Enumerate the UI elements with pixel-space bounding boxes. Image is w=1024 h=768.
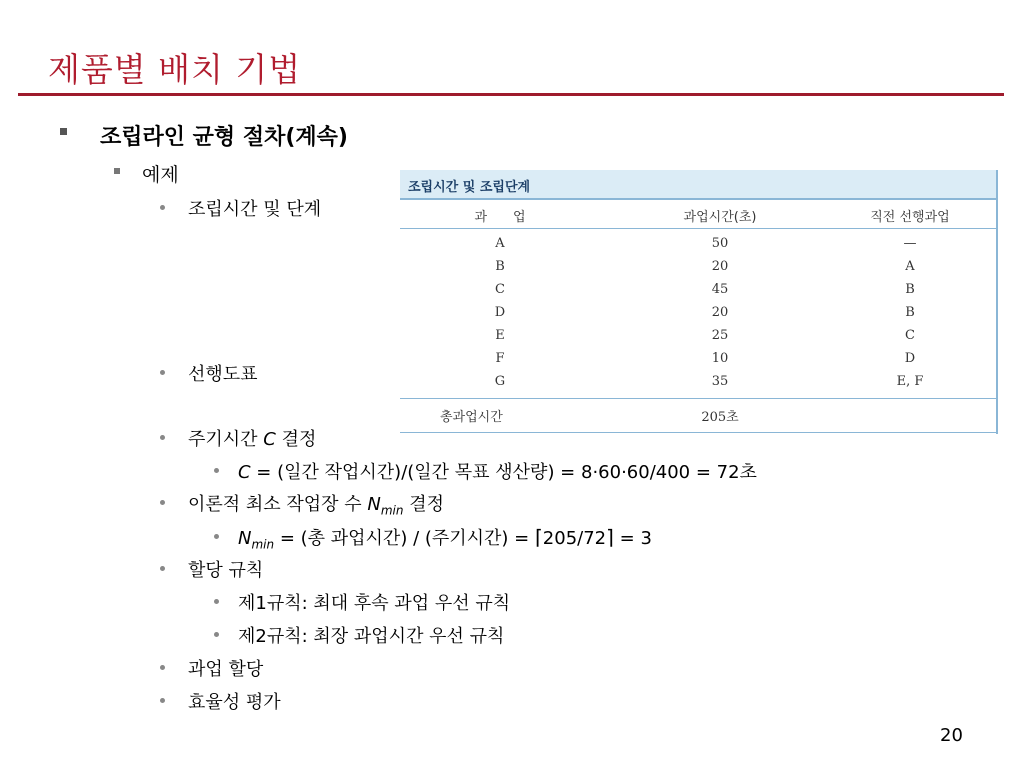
cell-time: 20 [711, 305, 729, 320]
formula-text [238, 524, 652, 552]
page-number: 20 [940, 725, 963, 746]
total-value: 205초 [701, 410, 739, 425]
cell-task: A [495, 236, 505, 251]
formula-sub: min [251, 537, 275, 552]
column-header-pred: 직전 선행과업 [870, 210, 950, 225]
cell-task: E [495, 328, 505, 343]
formula-body: = (총 과업시간) / (주기시간) = [274, 528, 535, 549]
header-divider [400, 228, 998, 229]
nmin-post: 결정 [403, 494, 444, 515]
formula-var: C [238, 462, 251, 483]
cell-time: 35 [711, 374, 729, 389]
formula-result: = 3 [613, 528, 652, 549]
cycle-var: C [263, 429, 276, 450]
cell-pred: E, F [896, 374, 924, 389]
cell-task: C [495, 282, 505, 297]
formula-var: N [238, 528, 252, 549]
cell-task: G [494, 374, 506, 389]
cell-task: B [495, 259, 505, 274]
dot-bullet-icon [214, 599, 219, 604]
table-caption: 조립시간 및 조립단계 [408, 180, 531, 195]
total-divider [400, 398, 998, 399]
table-bottom-border [400, 432, 998, 433]
list-item-text: 조립시간 및 단계 [188, 199, 322, 220]
dot-bullet-icon [160, 435, 165, 440]
assembly-table [400, 170, 998, 434]
list-item-text: 과업 할당 [188, 659, 264, 680]
cell-pred: B [905, 305, 915, 320]
ceil-close: ⌉ [606, 525, 614, 549]
cell-task: D [494, 305, 506, 320]
cell-task: F [495, 351, 505, 366]
formula-body: = (일간 작업시간)/(일간 목표 생산량) = 8·60·60/400 = 72초 [250, 462, 757, 483]
total-label: 총과업시간 [440, 410, 503, 425]
table-caption-bar [400, 170, 998, 200]
formula-text [238, 458, 757, 484]
dot-bullet-icon [214, 632, 219, 637]
list-item-text [188, 490, 444, 518]
nmin-var: N [367, 494, 381, 515]
cycle-pre: 주기시간 [188, 429, 264, 450]
dot-bullet-icon [214, 468, 219, 473]
dot-bullet-icon [214, 534, 219, 539]
dot-bullet-icon [160, 566, 165, 571]
formula-value: 205/72 [542, 528, 607, 549]
square-bullet-icon [60, 128, 67, 135]
list-item-text: 할당 규칙 [188, 560, 264, 581]
title-divider [18, 93, 1004, 96]
cell-time: 50 [711, 236, 729, 251]
dot-bullet-icon [160, 205, 165, 210]
nmin-sub: min [380, 503, 404, 518]
cell-pred: C [905, 328, 915, 343]
cycle-post: 결정 [275, 429, 317, 450]
cell-time: 10 [711, 351, 729, 366]
dot-bullet-icon [160, 698, 165, 703]
column-header-time: 과업시간(초) [683, 210, 757, 225]
ceil-open: ⌈ [534, 525, 543, 549]
list-item-text: 선행도표 [188, 364, 258, 385]
cell-time: 25 [711, 328, 729, 343]
dot-bullet-icon [160, 500, 165, 505]
dot-bullet-icon [160, 665, 165, 670]
cell-pred: A [905, 259, 915, 274]
cell-time: 45 [711, 282, 729, 297]
list-item-text: 효율성 평가 [188, 692, 281, 713]
list-item-text [188, 425, 316, 451]
table-right-border [996, 170, 998, 434]
column-header-task: 과 업 [474, 210, 526, 225]
cell-pred: B [905, 282, 915, 297]
rule-text: 제2규칙: 최장 과업시간 우선 규칙 [238, 626, 505, 647]
cell-pred: — [903, 236, 917, 251]
dot-bullet-icon [160, 370, 165, 375]
cell-pred: D [904, 351, 916, 366]
slide-title: 제품별 배치 기법 [48, 50, 302, 89]
nmin-pre: 이론적 최소 작업장 수 [188, 494, 368, 515]
example-label: 예제 [142, 164, 179, 186]
cell-time: 20 [711, 259, 729, 274]
heading-text: 조립라인 균형 절차(계속) [100, 125, 348, 150]
square-bullet-icon [114, 168, 120, 174]
rule-text: 제1규칙: 최대 후속 과업 우선 규칙 [238, 593, 511, 614]
